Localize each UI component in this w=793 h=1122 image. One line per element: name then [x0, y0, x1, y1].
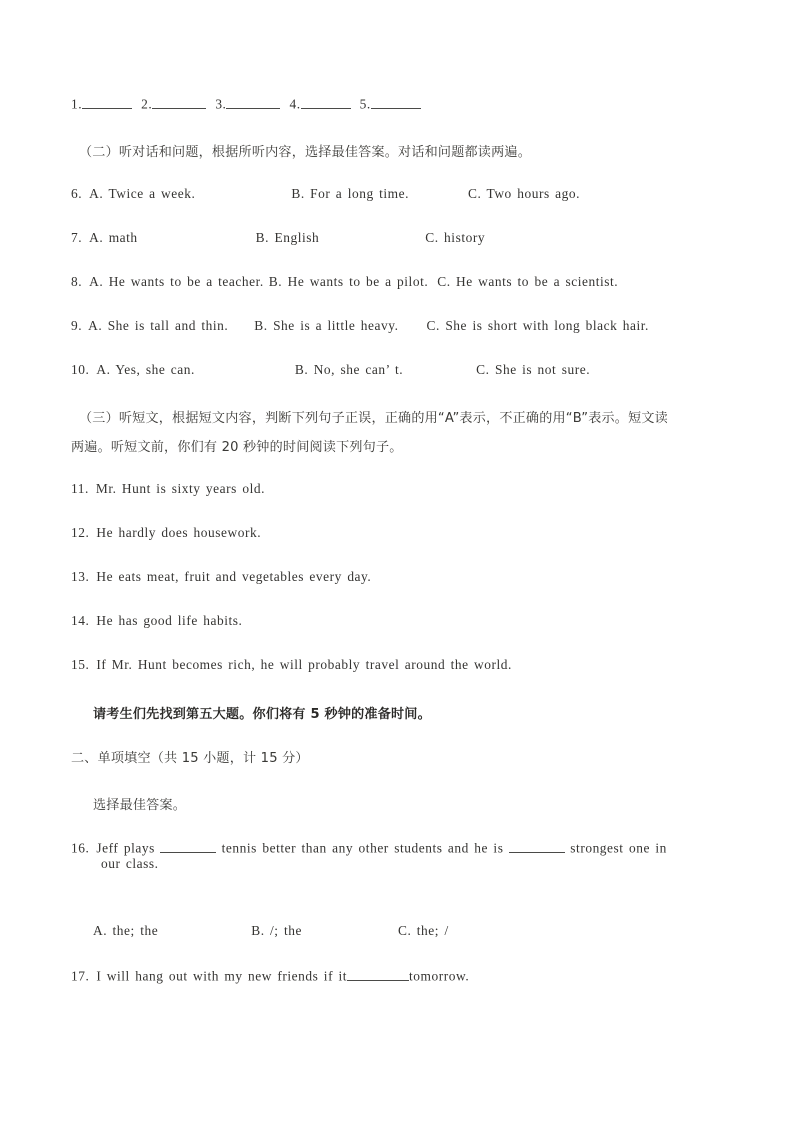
question-10 — [71, 362, 590, 378]
option-text: Two hours ago. — [486, 186, 580, 201]
option-label: B. — [291, 186, 305, 201]
question-16-stem-wrap: our class. — [101, 856, 159, 872]
answer-blank-number-2: 2. — [141, 96, 153, 112]
option-b[interactable] — [291, 186, 409, 202]
question-16-blank-2[interactable] — [509, 840, 565, 853]
option-c[interactable] — [437, 274, 618, 290]
option-label: C. — [397, 923, 412, 938]
option-c[interactable] — [425, 230, 485, 246]
question-number: 16. — [71, 840, 90, 856]
option-text: He wants to be a pilot. — [287, 274, 429, 289]
question-17-blank-1[interactable] — [347, 968, 409, 981]
question-stem-part2: tennis better than any other students and he is — [221, 840, 504, 856]
question-number: 15. — [71, 657, 90, 672]
question-16-blank-1[interactable] — [160, 840, 216, 853]
option-label: C. — [468, 186, 482, 201]
option-text: the; the — [112, 923, 159, 938]
question-stem-part1: I will hang out with my new friends if it — [96, 968, 348, 984]
option-b[interactable] — [256, 230, 320, 246]
option-label: A. — [89, 186, 104, 201]
question-number: 9. — [71, 318, 83, 333]
option-b[interactable] — [295, 362, 403, 378]
question-9 — [71, 318, 649, 334]
question-7 — [71, 230, 485, 246]
option-label: C. — [476, 362, 490, 377]
exam-notice-bold: 请考生们先找到第五大题。你们将有 5 秒钟的准备时间。 — [93, 707, 431, 722]
question-number: 7. — [71, 230, 83, 245]
option-text: Yes, she can. — [115, 362, 195, 377]
answer-blank-4[interactable] — [301, 96, 351, 109]
option-c[interactable] — [427, 318, 649, 334]
listening-part-b-instruction: （二）听对话和问题，根据所听内容，选择最佳答案。对话和问题都读两遍。 — [79, 145, 531, 160]
question-15 — [71, 657, 512, 673]
answer-blank-5[interactable] — [371, 96, 421, 109]
option-a[interactable] — [96, 362, 195, 378]
listening-part-c-instruction-line2: 两遍。听短文前，你们有 20 秒钟的时间阅读下列句子。 — [71, 440, 403, 455]
answer-blank-number-4: 4. — [289, 96, 301, 112]
question-16 — [71, 840, 722, 872]
option-text: He wants to be a scientist. — [456, 274, 619, 289]
question-stem-part2: tomorrow. — [409, 968, 470, 984]
question-number: 10. — [71, 362, 90, 377]
option-label: A. — [93, 923, 108, 938]
option-a[interactable] — [89, 274, 264, 290]
option-label: C. — [425, 230, 439, 245]
question-stem-part3: strongest one in — [570, 840, 667, 856]
question-number: 13. — [71, 569, 90, 584]
answer-blank-3[interactable] — [226, 96, 280, 109]
option-text: For a long time. — [310, 186, 409, 201]
option-label: A. — [89, 274, 104, 289]
option-c[interactable] — [476, 362, 590, 378]
option-label: A. — [88, 318, 103, 333]
option-text: She is tall and thin. — [107, 318, 229, 333]
choice-sub-instruction: 选择最佳答案。 — [93, 798, 187, 813]
question-text: Mr. Hunt is sixty years old. — [95, 481, 265, 496]
question-stem-part1: Jeff plays — [96, 840, 155, 856]
question-number: 12. — [71, 525, 90, 540]
option-text: the; / — [416, 923, 449, 938]
option-label: A. — [89, 230, 104, 245]
question-number: 17. — [71, 968, 90, 984]
question-number: 14. — [71, 613, 90, 628]
question-text: If Mr. Hunt becomes rich, he will probably travel around the world. — [96, 657, 512, 672]
question-number: 6. — [71, 186, 83, 201]
question-number: 11. — [71, 481, 89, 496]
question-13 — [71, 569, 371, 585]
option-text: No, she can’ t. — [313, 362, 404, 377]
question-text: He hardly does housework. — [96, 525, 262, 540]
option-b[interactable] — [251, 923, 302, 939]
question-8 — [71, 274, 618, 290]
option-label: C. — [437, 274, 451, 289]
question-text: He eats meat, fruit and vegetables every day. — [96, 569, 372, 584]
option-label: B. — [255, 230, 270, 245]
answer-blank-number-3: 3. — [215, 96, 227, 112]
option-text: history — [444, 230, 486, 245]
question-16-options — [71, 923, 449, 939]
option-label: A. — [96, 362, 111, 377]
option-text: math — [108, 230, 138, 245]
question-number: 8. — [71, 274, 83, 289]
option-text: He wants to be a teacher. — [108, 274, 264, 289]
option-a[interactable] — [89, 186, 195, 202]
option-label: B. — [268, 274, 283, 289]
question-text: He has good life habits. — [96, 613, 243, 628]
question-12 — [71, 525, 261, 541]
option-c[interactable] — [468, 186, 580, 202]
option-label: B. — [254, 318, 268, 333]
option-text: English — [274, 230, 320, 245]
option-label: B. — [294, 362, 309, 377]
option-label: C. — [426, 318, 440, 333]
answer-blank-2[interactable] — [152, 96, 206, 109]
answer-blank-number-1: 1. — [71, 96, 83, 112]
section-heading-multiple-choice: 二、单项填空（共 15 小题，计 15 分） — [71, 751, 309, 766]
question-14 — [71, 613, 242, 629]
option-text: She is short with long black hair. — [445, 318, 649, 333]
option-a[interactable] — [89, 230, 138, 246]
option-a[interactable] — [88, 318, 228, 334]
option-text: She is not sure. — [494, 362, 591, 377]
option-c[interactable] — [398, 923, 449, 939]
option-text: Twice a week. — [108, 186, 196, 201]
question-17 — [71, 968, 469, 984]
option-b[interactable] — [269, 274, 428, 290]
answer-blank-1[interactable] — [82, 96, 132, 109]
answer-blanks-row — [71, 96, 421, 112]
question-6 — [71, 186, 580, 202]
option-a[interactable] — [93, 923, 158, 939]
option-label: B. — [251, 923, 265, 938]
option-text: She is a little heavy. — [273, 318, 399, 333]
option-b[interactable] — [254, 318, 398, 334]
option-text: /; the — [270, 923, 302, 938]
question-11 — [71, 481, 265, 497]
listening-part-c-instruction-line1: （三）听短文，根据短文内容，判断下列句子正误，正确的用“A”表示，不正确的用“B”表示。短文读 — [79, 411, 668, 426]
answer-blank-number-5: 5. — [359, 96, 371, 112]
